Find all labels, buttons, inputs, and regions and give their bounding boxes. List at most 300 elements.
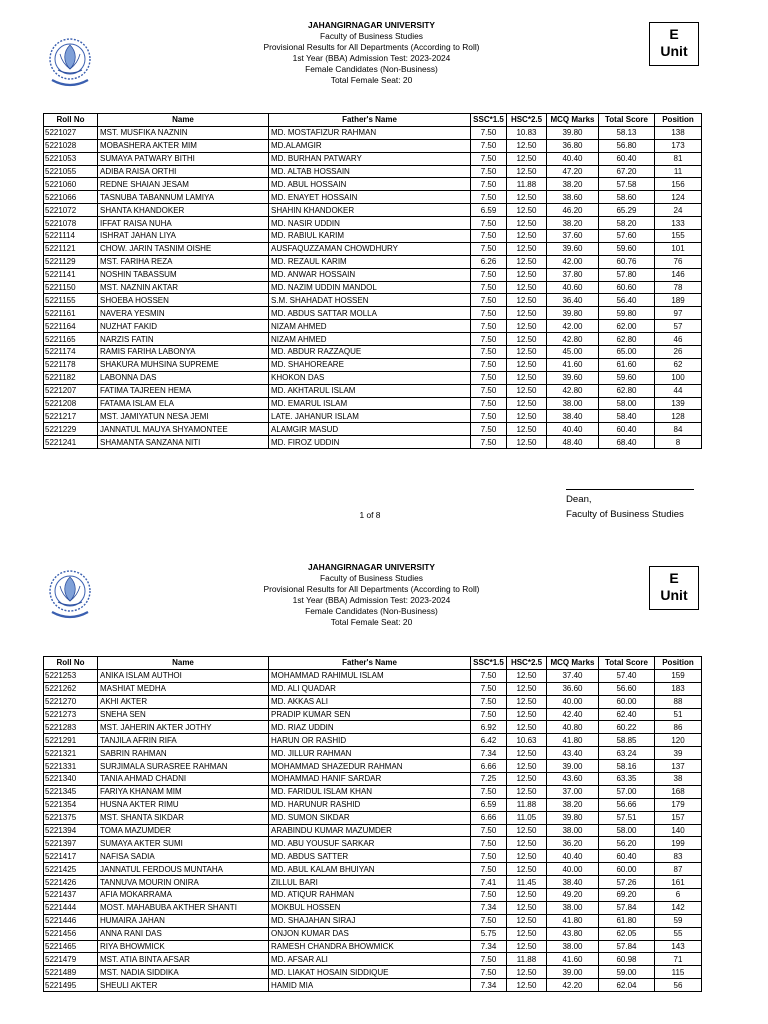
mcq-cell: 39.00 [547,966,599,979]
roll-no-cell: 5221053 [44,152,98,165]
col-header-mcq: MCQ Marks [547,657,599,670]
total-score-cell: 59.60 [599,242,655,255]
table-row [44,346,702,359]
name-cell: SHEULI AKTER [98,979,269,992]
mcq-cell: 41.60 [547,953,599,966]
col-header-ssc: SSC*1.5 [471,114,507,127]
hsc-cell: 12.50 [507,850,547,863]
mcq-cell: 39.80 [547,307,599,320]
hsc-cell: 12.50 [507,242,547,255]
table-row [44,126,702,139]
mcq-cell: 40.40 [547,152,599,165]
mcq-cell: 42.80 [547,333,599,346]
total-score-cell: 58.60 [599,191,655,204]
table-row [44,747,702,760]
position-cell: 138 [655,126,702,139]
total-score-cell: 62.40 [599,708,655,721]
ssc-cell: 7.50 [471,914,507,927]
page-number: 1 of 8 [359,510,381,520]
col-header-ssc: SSC*1.5 [471,657,507,670]
table-row [44,682,702,695]
position-cell: 8 [655,436,702,449]
position-cell: 157 [655,811,702,824]
roll-no-cell: 5221182 [44,371,98,384]
name-cell: FATAMA ISLAM ELA [98,397,269,410]
hsc-cell: 11.05 [507,811,547,824]
total-score-cell: 58.00 [599,397,655,410]
father-name-cell: ONJON KUMAR DAS [269,927,471,940]
roll-no-cell: 5221155 [44,294,98,307]
hsc-cell: 12.50 [507,927,547,940]
name-cell: ANNA RANI DAS [98,927,269,940]
position-cell: 161 [655,876,702,889]
position-cell: 142 [655,901,702,914]
name-cell: MST. JAMIYATUN NESA JEMI [98,410,269,423]
roll-no-cell: 5221161 [44,307,98,320]
father-name-cell: HAMID MIA [269,979,471,992]
result-title: Provisional Results for All Departments (According to Roll) [263,42,480,52]
name-cell: TASNUBA TABANNUM LAMIYA [98,191,269,204]
table-row [44,152,702,165]
total-score-cell: 60.00 [599,863,655,876]
roll-no-cell: 5221446 [44,914,98,927]
ssc-cell: 7.50 [471,953,507,966]
mcq-cell: 38.00 [547,940,599,953]
total-score-cell: 69.20 [599,889,655,902]
ssc-cell: 7.50 [471,346,507,359]
faculty-name: Faculty of Business Studies [320,573,423,583]
ssc-cell: 7.50 [471,165,507,178]
father-name-cell: MD. FARIDUL ISLAM KHAN [269,785,471,798]
dean-signature-block [566,492,684,522]
name-cell: MST. NADIA SIDDIKA [98,966,269,979]
roll-no-cell: 5221165 [44,333,98,346]
col-header-mcq: MCQ Marks [547,114,599,127]
roll-no-cell: 5221129 [44,255,98,268]
name-cell: SUMAYA PATWARY BITHI [98,152,269,165]
total-score-cell: 56.40 [599,294,655,307]
father-name-cell: S.M. SHAHADAT HOSSEN [269,294,471,307]
table-row [44,914,702,927]
mcq-cell: 40.40 [547,423,599,436]
total-score-cell: 62.80 [599,384,655,397]
name-cell: ADIBA RAISA ORTHI [98,165,269,178]
position-cell: 179 [655,798,702,811]
position-cell: 101 [655,242,702,255]
hsc-cell: 12.50 [507,268,547,281]
position-cell: 56 [655,979,702,992]
roll-no-cell: 5221495 [44,979,98,992]
test-name: 1st Year (BBA) Admission Test: 2023-2024 [292,595,451,605]
hsc-cell: 12.50 [507,384,547,397]
father-name-cell: MD. FIROZ UDDIN [269,436,471,449]
col-header-position: Position [655,114,702,127]
mcq-cell: 38.00 [547,824,599,837]
faculty-name: Faculty of Business Studies [320,31,423,41]
mcq-cell: 46.20 [547,204,599,217]
father-name-cell: MD. HARUNUR RASHID [269,798,471,811]
hsc-cell: 12.50 [507,773,547,786]
ssc-cell: 7.34 [471,979,507,992]
mcq-cell: 36.80 [547,139,599,152]
mcq-cell: 37.80 [547,268,599,281]
seat-count: Total Female Seat: 20 [330,617,413,627]
mcq-cell: 42.00 [547,255,599,268]
total-score-cell: 60.00 [599,695,655,708]
roll-no-cell: 5221397 [44,837,98,850]
position-cell: 128 [655,410,702,423]
name-cell: HUMAIRA JAHAN [98,914,269,927]
table-row [44,397,702,410]
hsc-cell: 12.50 [507,230,547,243]
total-score-cell: 58.16 [599,760,655,773]
roll-no-cell: 5221489 [44,966,98,979]
ssc-cell: 7.50 [471,217,507,230]
position-cell: 71 [655,953,702,966]
hsc-cell: 12.50 [507,217,547,230]
total-score-cell: 56.20 [599,837,655,850]
mcq-cell: 37.40 [547,669,599,682]
position-cell: 78 [655,281,702,294]
mcq-cell: 37.00 [547,785,599,798]
name-cell: MST. NAZNIN AKTAR [98,281,269,294]
total-score-cell: 58.40 [599,410,655,423]
hsc-cell: 12.50 [507,940,547,953]
mcq-cell: 40.60 [547,281,599,294]
table-row [44,889,702,902]
father-name-cell: MD. AKKAS ALI [269,695,471,708]
father-name-cell: MD. ATIQUR RAHMAN [269,889,471,902]
roll-no-cell: 5221066 [44,191,98,204]
ssc-cell: 7.50 [471,824,507,837]
ssc-cell: 7.50 [471,669,507,682]
unit-letter: E [669,570,679,586]
name-cell: FARIYA KHANAM MIM [98,785,269,798]
university-logo [44,36,96,92]
mcq-cell: 38.20 [547,178,599,191]
mcq-cell: 39.60 [547,371,599,384]
total-score-cell: 63.35 [599,773,655,786]
position-cell: 140 [655,824,702,837]
mcq-cell: 41.60 [547,358,599,371]
father-name-cell: KHOKON DAS [269,371,471,384]
ssc-cell: 7.41 [471,876,507,889]
result-page-2 [0,552,768,1024]
ssc-cell: 7.50 [471,850,507,863]
table-row [44,410,702,423]
table-row [44,773,702,786]
position-cell: 62 [655,358,702,371]
mcq-cell: 43.80 [547,927,599,940]
hsc-cell: 12.50 [507,863,547,876]
mcq-cell: 39.00 [547,760,599,773]
roll-no-cell: 5221027 [44,126,98,139]
position-cell: 6 [655,889,702,902]
father-name-cell: MD. ABDUS SATTAR MOLLA [269,307,471,320]
ssc-cell: 7.50 [471,837,507,850]
hsc-cell: 12.50 [507,824,547,837]
table-row [44,824,702,837]
mcq-cell: 38.20 [547,798,599,811]
name-cell: ANIKA ISLAM AUTHOI [98,669,269,682]
ssc-cell: 7.50 [471,281,507,294]
roll-no-cell: 5221425 [44,863,98,876]
hsc-cell: 12.50 [507,979,547,992]
document-header [230,562,513,628]
total-score-cell: 58.00 [599,824,655,837]
total-score-cell: 58.13 [599,126,655,139]
table-row [44,811,702,824]
mcq-cell: 43.40 [547,747,599,760]
name-cell: NOSHIN TABASSUM [98,268,269,281]
table-row [44,165,702,178]
col-header-total: Total Score [599,114,655,127]
ssc-cell: 7.50 [471,333,507,346]
roll-no-cell: 5221456 [44,927,98,940]
father-name-cell: MD. ABDUS SATTER [269,850,471,863]
father-name-cell: RAMESH CHANDRA BHOWMICK [269,940,471,953]
name-cell: TANIA AHMAD CHADNI [98,773,269,786]
roll-no-cell: 5221217 [44,410,98,423]
father-name-cell: MD. EMARUL ISLAM [269,397,471,410]
unit-box [649,566,699,610]
table-row [44,139,702,152]
ssc-cell: 7.34 [471,940,507,953]
col-header-father: Father's Name [269,114,471,127]
roll-no-cell: 5221270 [44,695,98,708]
hsc-cell: 12.50 [507,721,547,734]
roll-no-cell: 5221178 [44,358,98,371]
position-cell: 11 [655,165,702,178]
mcq-cell: 40.40 [547,850,599,863]
table-row [44,242,702,255]
father-name-cell: MOHAMMAD HANIF SARDAR [269,773,471,786]
ssc-cell: 6.66 [471,760,507,773]
total-score-cell: 59.00 [599,966,655,979]
table-row [44,966,702,979]
ssc-cell: 6.42 [471,734,507,747]
father-name-cell: LATE. JAHANUR ISLAM [269,410,471,423]
name-cell: MST. MUSFIKA NAZNIN [98,126,269,139]
table-row [44,901,702,914]
ssc-cell: 7.50 [471,397,507,410]
hsc-cell: 12.50 [507,165,547,178]
roll-no-cell: 5221345 [44,785,98,798]
position-cell: 39 [655,747,702,760]
name-cell: SHANTA KHANDOKER [98,204,269,217]
name-cell: TANJILA AFRIN RIFA [98,734,269,747]
university-name: JAHANGIRNAGAR UNIVERSITY [307,20,436,30]
mcq-cell: 38.20 [547,217,599,230]
name-cell: MST. SHANTA SIKDAR [98,811,269,824]
father-name-cell: MD. RIAZ UDDIN [269,721,471,734]
father-name-cell: MD. JILLUR RAHMAN [269,747,471,760]
name-cell: JANNATUL FERDOUS MUNTAHA [98,863,269,876]
mcq-cell: 39.80 [547,126,599,139]
ssc-cell: 7.50 [471,966,507,979]
hsc-cell: 12.50 [507,397,547,410]
name-cell: NAVERA YESMIN [98,307,269,320]
position-cell: 173 [655,139,702,152]
name-cell: ISHRAT JAHAN LIYA [98,230,269,243]
father-name-cell: MD. ABUL KALAM BHUIYAN [269,863,471,876]
position-cell: 139 [655,397,702,410]
table-row [44,734,702,747]
name-cell: RAMIS FARIHA LABONYA [98,346,269,359]
roll-no-cell: 5221394 [44,824,98,837]
col-header-total: Total Score [599,657,655,670]
total-score-cell: 60.40 [599,152,655,165]
father-name-cell: SHAHIN KHANDOKER [269,204,471,217]
father-name-cell: ARABINDU KUMAR MAZUMDER [269,824,471,837]
table-row [44,384,702,397]
ssc-cell: 5.75 [471,927,507,940]
position-cell: 133 [655,217,702,230]
name-cell: MST. ATIA BINTA AFSAR [98,953,269,966]
father-name-cell: MD. ABU YOUSUF SARKAR [269,837,471,850]
roll-no-cell: 5221141 [44,268,98,281]
table-header-row [44,657,702,670]
father-name-cell: AUSFAQUZZAMAN CHOWDHURY [269,242,471,255]
roll-no-cell: 5221055 [44,165,98,178]
roll-no-cell: 5221072 [44,204,98,217]
unit-label: Unit [660,43,688,59]
ssc-cell: 7.50 [471,126,507,139]
father-name-cell: MD. ABDUR RAZZAQUE [269,346,471,359]
mcq-cell: 37.60 [547,230,599,243]
father-name-cell: MD. RABIUL KARIM [269,230,471,243]
roll-no-cell: 5221273 [44,708,98,721]
father-name-cell: MD. ALTAB HOSSAIN [269,165,471,178]
table-row [44,320,702,333]
hsc-cell: 12.50 [507,191,547,204]
signature-line [566,489,694,490]
hsc-cell: 12.50 [507,901,547,914]
hsc-cell: 12.50 [507,320,547,333]
table-row [44,669,702,682]
father-name-cell: MD. MOSTAFIZUR RAHMAN [269,126,471,139]
hsc-cell: 11.45 [507,876,547,889]
name-cell: SNEHA SEN [98,708,269,721]
ssc-cell: 7.50 [471,436,507,449]
unit-box [649,22,699,66]
mcq-cell: 48.40 [547,436,599,449]
name-cell: MST. FARIHA REZA [98,255,269,268]
roll-no-cell: 5221375 [44,811,98,824]
ssc-cell: 7.50 [471,307,507,320]
total-score-cell: 65.29 [599,204,655,217]
candidate-group: Female Candidates (Non-Business) [305,606,438,616]
mcq-cell: 49.20 [547,889,599,902]
roll-no-cell: 5221207 [44,384,98,397]
table-row [44,798,702,811]
total-score-cell: 57.26 [599,876,655,889]
position-cell: 120 [655,734,702,747]
roll-no-cell: 5221444 [44,901,98,914]
father-name-cell: MD. SHAJAHAN SIRAJ [269,914,471,927]
mcq-cell: 42.80 [547,384,599,397]
col-header-hsc: HSC*2.5 [507,114,547,127]
position-cell: 55 [655,927,702,940]
col-header-roll: Roll No [44,657,98,670]
table-row [44,217,702,230]
total-score-cell: 57.51 [599,811,655,824]
total-score-cell: 57.84 [599,901,655,914]
position-cell: 199 [655,837,702,850]
name-cell: TANNUVA MOURIN ONIRA [98,876,269,889]
father-name-cell: MD. SHAHOREARE [269,358,471,371]
total-score-cell: 57.00 [599,785,655,798]
table-row [44,760,702,773]
roll-no-cell: 5221164 [44,320,98,333]
table-row [44,927,702,940]
hsc-cell: 12.50 [507,889,547,902]
table-row [44,255,702,268]
father-name-cell: MD. AFSAR ALI [269,953,471,966]
total-score-cell: 60.60 [599,281,655,294]
mcq-cell: 38.00 [547,397,599,410]
father-name-cell: ALAMGIR MASUD [269,423,471,436]
table-row [44,876,702,889]
father-name-cell: MD.ALAMGIR [269,139,471,152]
total-score-cell: 60.98 [599,953,655,966]
mcq-cell: 42.00 [547,320,599,333]
roll-no-cell: 5221028 [44,139,98,152]
name-cell: FATIMA TAJREEN HEMA [98,384,269,397]
table-row [44,307,702,320]
table-row [44,785,702,798]
total-score-cell: 56.66 [599,798,655,811]
hsc-cell: 12.50 [507,281,547,294]
position-cell: 87 [655,863,702,876]
ssc-cell: 7.50 [471,695,507,708]
hsc-cell: 12.50 [507,255,547,268]
position-cell: 137 [655,760,702,773]
father-name-cell: MD. AKHTARUL ISLAM [269,384,471,397]
ssc-cell: 7.50 [471,242,507,255]
ssc-cell: 7.50 [471,152,507,165]
col-header-hsc: HSC*2.5 [507,657,547,670]
father-name-cell: MD. REZAUL KARIM [269,255,471,268]
results-table [43,656,702,992]
name-cell: CHOW. JARIN TASNIM OISHE [98,242,269,255]
father-name-cell: PRADIP KUMAR SEN [269,708,471,721]
ssc-cell: 7.50 [471,371,507,384]
mcq-cell: 36.20 [547,837,599,850]
mcq-cell: 41.80 [547,734,599,747]
total-score-cell: 60.40 [599,850,655,863]
name-cell: REDNE SHAIAN JESAM [98,178,269,191]
table-row [44,191,702,204]
roll-no-cell: 5221150 [44,281,98,294]
total-score-cell: 58.20 [599,217,655,230]
position-cell: 156 [655,178,702,191]
total-score-cell: 62.80 [599,333,655,346]
candidate-group: Female Candidates (Non-Business) [305,64,438,74]
table-body [44,669,702,991]
unit-label: Unit [660,587,688,603]
father-name-cell: MD. ANWAR HOSSAIN [269,268,471,281]
name-cell: SABRIN RAHMAN [98,747,269,760]
ssc-cell: 6.59 [471,204,507,217]
mcq-cell: 42.20 [547,979,599,992]
position-cell: 51 [655,708,702,721]
father-name-cell: MOHAMMAD RAHIMUL ISLAM [269,669,471,682]
ssc-cell: 7.50 [471,320,507,333]
position-cell: 76 [655,255,702,268]
dean-faculty: Faculty of Business Studies [566,509,684,520]
mcq-cell: 39.80 [547,811,599,824]
